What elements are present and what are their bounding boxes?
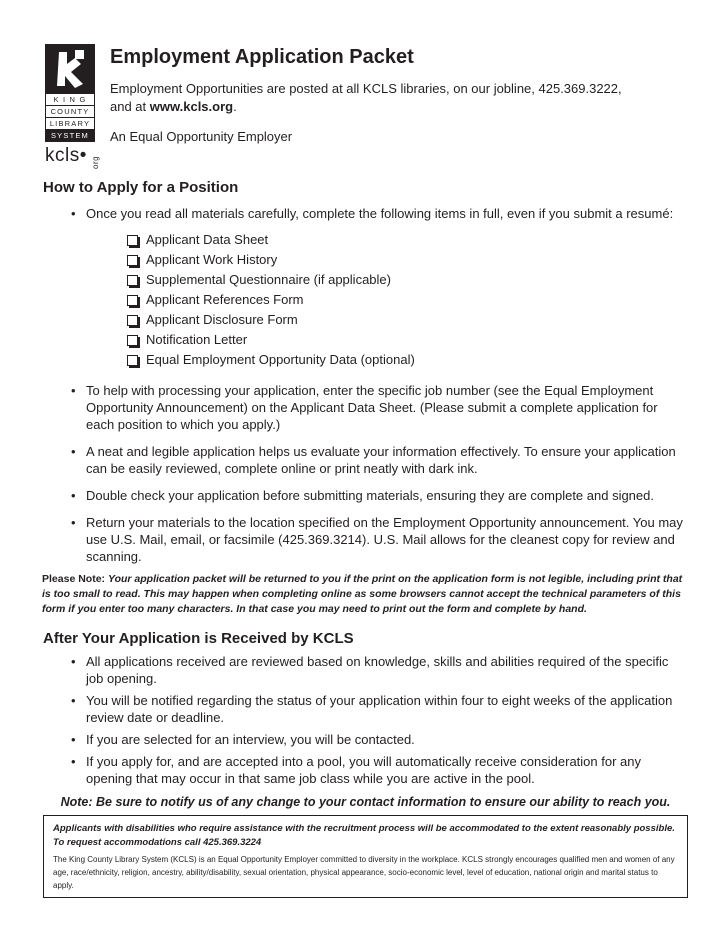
kcls-website-link[interactable]: www.kcls.org xyxy=(149,99,234,114)
jobline-text-1: Employment Opportunities are posted at all KCLS libraries, on our jobline, 425.369.3222, xyxy=(110,81,622,96)
logo-system: SYSTEM xyxy=(46,130,94,142)
list-item-text: All applications received are reviewed based on knowledge, skills and abilities required of the specific job opening. xyxy=(86,654,669,686)
please-note xyxy=(42,572,688,617)
bullet-icon: • xyxy=(71,654,76,669)
checkbox-icon xyxy=(127,335,138,346)
logo-library: LIBRARY xyxy=(46,118,94,130)
apply-intro xyxy=(43,205,688,222)
jobline-suffix: . xyxy=(233,99,237,114)
disability-accommodation-text: Applicants with disabilities who require assistance with the recruitment process will be accommodated to the extent reasonably possible. To request accommodations call 425.369.3224 xyxy=(53,823,675,848)
after-heading: After Your Application is Received by KCLS xyxy=(43,630,354,647)
page-header xyxy=(110,44,710,146)
checklist-label: Supplemental Questionnaire (if applicable) xyxy=(146,272,391,287)
checklist-item xyxy=(127,330,688,350)
page-title: Employment Application Packet xyxy=(110,46,414,68)
bullet-icon: • xyxy=(71,693,76,708)
bullet-icon: • xyxy=(71,515,76,530)
checklist-item xyxy=(127,250,688,270)
list-item xyxy=(43,692,688,726)
eoe-statement: The King County Library System (KCLS) is an Equal Opportunity Employer committed to diversity in the workplace. KCLS strongly encourages qualified men and women of any age, race/ethnicity, religion, ancestry, ability/disability, sexual orientation, physical appearance, socio-economic level, level of education, national origin and marital status to apply. xyxy=(53,855,675,890)
logo-kcls-wordmark xyxy=(45,145,100,169)
logo-king: K I N G xyxy=(46,94,94,106)
list-item-text: You will be notified regarding the status of your application within four to eight weeks of the application review date or deadline. xyxy=(86,693,673,725)
bullet-icon: • xyxy=(71,444,76,459)
checkbox-icon xyxy=(127,295,138,306)
checklist-item xyxy=(127,290,688,310)
list-item-text: If you are selected for an interview, you will be contacted. xyxy=(86,732,415,747)
bullet-icon: • xyxy=(71,383,76,398)
checklist-label: Applicant References Form xyxy=(146,292,304,307)
apply-heading: How to Apply for a Position xyxy=(43,179,239,196)
jobline-prefix: and at xyxy=(110,99,150,114)
checkbox-icon xyxy=(127,275,138,286)
list-item xyxy=(43,753,688,787)
kcls-logo-mark xyxy=(45,44,95,94)
list-item xyxy=(43,443,688,477)
disability-notice-box xyxy=(43,815,688,898)
checklist-item xyxy=(127,350,688,370)
checkbox-icon xyxy=(127,235,138,246)
checklist-item xyxy=(127,230,688,250)
list-item xyxy=(43,514,688,565)
checklist-item xyxy=(127,310,688,330)
logo-dot: • xyxy=(79,145,87,166)
checkbox-icon xyxy=(127,255,138,266)
bullet-icon: • xyxy=(71,732,76,747)
equal-opportunity-text: An Equal Opportunity Employer xyxy=(110,129,293,144)
checklist xyxy=(43,230,688,370)
contact-change-note: Note: Be sure to notify us of any change to your contact information to ensure our ability to reach you. xyxy=(60,795,671,809)
please-note-text: Your application packet will be returned to you if the print on the application form is not legible, including print that is too small to read. This may happen when completing online as some browsers cannot accept the technical parameters of this form if you enter too many characters. In that case you may need to print out the form and complete by hand. xyxy=(42,573,683,615)
kcls-logo-words xyxy=(45,94,95,142)
list-item xyxy=(43,731,688,748)
bullet-icon: • xyxy=(71,754,76,769)
checklist-label: Applicant Data Sheet xyxy=(146,232,269,247)
checkbox-icon xyxy=(127,355,138,366)
checklist-label: Notification Letter xyxy=(146,332,248,347)
checklist-label: Equal Employment Opportunity Data (optional) xyxy=(146,352,415,367)
apply-bullets xyxy=(43,382,688,565)
list-item-text: If you apply for, and are accepted into a pool, you will automatically receive consideration for any opening that may occur in that same job class while you are active in the pool. xyxy=(86,754,641,786)
list-item xyxy=(43,382,688,433)
apply-intro-text: Once you read all materials carefully, complete the following items in full, even if you submit a resumé: xyxy=(86,206,674,221)
please-note-label: Please Note: xyxy=(42,573,106,585)
list-item-text: Double check your application before submitting materials, ensuring they are complete and signed. xyxy=(86,488,654,503)
checklist-item xyxy=(127,270,688,290)
list-item xyxy=(43,653,688,687)
list-item-text: A neat and legible application helps us evaluate your information effectively. To ensure your application can be easily reviewed, complete online or print neatly with dark ink. xyxy=(86,444,676,476)
kcls-logo xyxy=(45,44,100,169)
bullet-icon: • xyxy=(71,206,76,221)
checkbox-icon xyxy=(127,315,138,326)
checklist-label: Applicant Work History xyxy=(146,252,278,267)
apply-list xyxy=(43,205,688,222)
jobline-text-2 xyxy=(110,98,710,116)
bullet-icon: • xyxy=(71,488,76,503)
after-bullets xyxy=(43,653,688,787)
logo-kcls-text: kcls xyxy=(45,145,80,166)
list-item-text: To help with processing your application, enter the specific job number (see the Equal Employment Opportunity Announcement) on the Applicant Data Sheet. (Please submit a complete application for each position to which you apply.) xyxy=(86,383,658,432)
page-content xyxy=(43,178,688,898)
checklist-label: Applicant Disclosure Form xyxy=(146,312,298,327)
list-item xyxy=(43,487,688,504)
logo-county: COUNTY xyxy=(46,106,94,118)
logo-org-text: org xyxy=(91,155,100,169)
list-item-text: Return your materials to the location specified on the Employment Opportunity announcement. You may use U.S. Mail, email, or facsimile (425.369.3214). U.S. Mail allows for the cleanest copy for review and scanning. xyxy=(86,515,683,564)
